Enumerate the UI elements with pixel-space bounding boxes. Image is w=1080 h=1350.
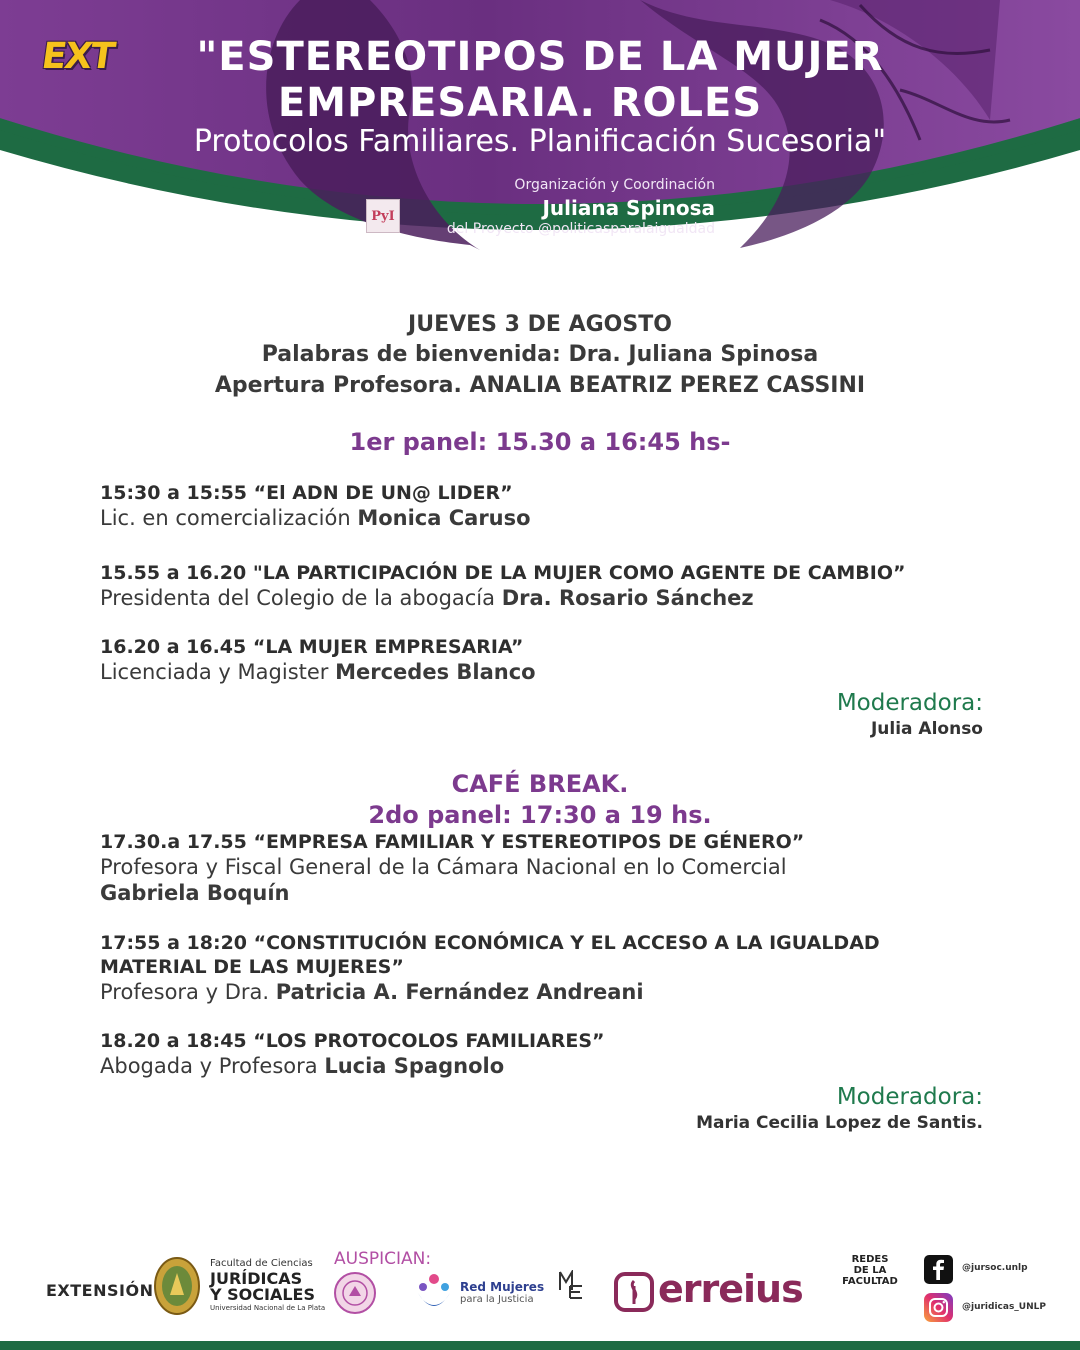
extension-label: EXTENSIÓN — [46, 1281, 154, 1300]
speaker-name: Monica Caruso — [357, 506, 531, 530]
red-mujeres-logo-icon — [413, 1271, 455, 1313]
moderator-label: Moderadora: — [836, 690, 983, 716]
speaker-name: Lucia Spagnolo — [324, 1054, 505, 1078]
talk-speaker-line — [100, 659, 980, 685]
speaker-role: Presidenta del Colegio de la abogacía — [100, 586, 496, 610]
university-seal-icon — [154, 1257, 200, 1315]
talk-speaker-line — [100, 505, 980, 531]
project-logo-icon: PyI — [366, 199, 400, 233]
coffee-break-heading: CAFÉ BREAK. — [451, 770, 629, 798]
talk-title: 16.20 a 16.45 “LA MUJER EMPRESARIA” — [100, 636, 524, 658]
organizer-project: del Proyecto @politicasparalaigualdad — [446, 221, 715, 237]
red-mujeres-tagline: para la Justicia — [460, 1294, 534, 1305]
moderator-name: Julia Alonso — [870, 719, 983, 739]
organizer-name: Juliana Spinosa — [542, 196, 715, 220]
faculty-social-label — [838, 1254, 902, 1287]
welcome-words: Palabras de bienvenida: Dra. Juliana Spinosa — [261, 342, 819, 367]
faculty-line4: Universidad Nacional de La Plata — [210, 1304, 326, 1312]
panel2-heading: 2do panel: 17:30 a 19 hs. — [368, 801, 712, 829]
panel1-talk-2 — [100, 561, 980, 611]
instagram-handle[interactable]: @juridicas_UNLP — [962, 1302, 1046, 1312]
moderator-name: Maria Cecilia Lopez de Santis. — [696, 1113, 983, 1133]
panel1-moderator — [837, 689, 983, 741]
talk-title: 15:30 a 15:55 “El ADN DE UN@ LIDER” — [100, 482, 513, 504]
talk-title-line1: 17:55 a 18:20 “CONSTITUCIÓN ECONÓMICA Y EL ACCESO A LA IGUALDAD — [100, 932, 880, 954]
panel1-talk-3 — [100, 635, 980, 685]
red-mujeres-text — [460, 1281, 544, 1305]
talk-speaker-line — [100, 1053, 980, 1079]
speaker-name: Dra. Rosario Sánchez — [501, 586, 754, 610]
panel1-talk-1 — [100, 481, 980, 531]
erreius-logo-text: erreius — [658, 1267, 803, 1311]
opening-speaker: Apertura Profesora. ANALIA BEATRIZ PEREZ CASSINI — [214, 373, 866, 398]
event-title-line2: EMPRESARIA. ROLES — [277, 80, 763, 126]
footer-green-bar — [0, 1341, 1080, 1350]
panel2-talk-1 — [100, 830, 980, 906]
speaker-role: Lic. en comercialización — [100, 506, 351, 530]
facebook-handle[interactable]: @jursoc.unlp — [962, 1263, 1028, 1273]
ext-logo: EXT — [39, 36, 116, 77]
talk-title-line2: MATERIAL DE LAS MUJERES” — [100, 956, 404, 978]
redes-line3: FACULTAD — [842, 1276, 898, 1287]
speaker-name: Patricia A. Fernández Andreani — [275, 980, 644, 1004]
moderator-label: Moderadora: — [836, 1084, 983, 1110]
panel1-heading: 1er panel: 15.30 a 16:45 hs- — [349, 428, 731, 456]
talk-speaker-line — [100, 585, 980, 611]
speaker-role: Profesora y Fiscal General de la Cámara Nacional en lo Comercial — [100, 855, 787, 879]
speaker-name: Gabriela Boquín — [100, 881, 290, 905]
panel2-talk-3 — [100, 1029, 980, 1079]
speaker-name: Mercedes Blanco — [335, 660, 536, 684]
sponsors-label: AUSPICIAN: — [334, 1249, 432, 1269]
redes-line1: REDES — [851, 1254, 889, 1265]
faculty-logo-text — [210, 1259, 325, 1312]
event-title-line1: "ESTEREOTIPOS DE LA MUJER — [196, 34, 884, 80]
panel2-moderator — [696, 1083, 983, 1135]
header-banner — [0, 0, 1080, 265]
talk-title: 18.20 a 18:45 “LOS PROTOCOLOS FAMILIARES” — [100, 1030, 605, 1052]
footer — [0, 1235, 1080, 1350]
talk-title: 17.30.a 17.55 “EMPRESA FAMILIAR Y ESTEREOTIPOS DE GÉNERO” — [100, 831, 805, 853]
event-subtitle: Protocolos Familiares. Planificación Sucesoria" — [193, 124, 887, 159]
instagram-icon[interactable] — [924, 1293, 953, 1322]
circle-seal-icon — [334, 1272, 376, 1314]
organization-label: Organización y Coordinación — [514, 177, 715, 193]
panel2-talk-2 — [100, 931, 980, 1005]
talk-speaker-line — [100, 979, 980, 1005]
speaker-role: Abogada y Profesora — [100, 1054, 318, 1078]
faculty-line3: Y SOCIALES — [210, 1285, 316, 1304]
talk-title: 15.55 a 16.20 "LA PARTICIPACIÓN DE LA MUJER COMO AGENTE DE CAMBIO” — [100, 562, 906, 584]
red-mujeres-name: Red Mujeres — [460, 1280, 545, 1294]
erreius-logo-icon — [614, 1272, 654, 1312]
event-date: JUEVES 3 DE AGOSTO — [408, 312, 672, 337]
speaker-role: Profesora y Dra. — [100, 980, 270, 1004]
me-logo-icon — [558, 1270, 584, 1306]
facebook-icon[interactable] — [924, 1255, 953, 1284]
speaker-role: Licenciada y Magister — [100, 660, 329, 684]
redes-line2: DE LA — [853, 1265, 887, 1276]
faculty-line2: JURÍDICAS — [210, 1269, 303, 1288]
faculty-line1: Facultad de Ciencias — [210, 1258, 313, 1269]
